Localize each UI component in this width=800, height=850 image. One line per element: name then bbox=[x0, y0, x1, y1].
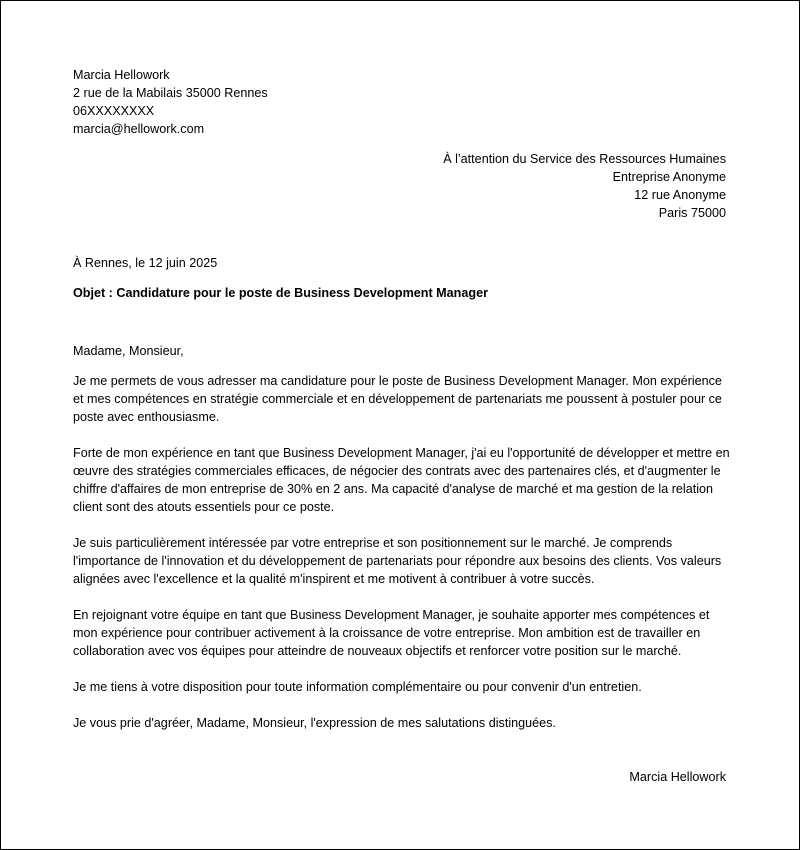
sender-email: marcia@hellowork.com bbox=[73, 122, 205, 136]
letter-salutation: Madame, Monsieur, bbox=[73, 344, 184, 358]
recipient-company: Entreprise Anonyme bbox=[612, 170, 726, 184]
sender-block bbox=[73, 66, 473, 138]
letter-paragraph: En rejoignant votre équipe en tant que Business Development Manager, je souhaite apporter mes compétences et mon expérience pour contribuer activement à la croissance de votre entreprise. Mon ambition est de travailler en collaboration avec vos équipes pour atteindre de nouveaux objectifs et renforcer votre position sur le marché. bbox=[73, 608, 710, 658]
sender-phone: 06XXXXXXXX bbox=[73, 104, 155, 118]
recipient-attention: À l’attention du Service des Ressources Humaines bbox=[443, 152, 726, 166]
letter-signature: Marcia Hellowork bbox=[629, 770, 726, 784]
letter-subject: Objet : Candidature pour le poste de Business Development Manager bbox=[73, 286, 488, 300]
letter-paragraph: Je suis particulièrement intéressée par votre entreprise et son positionnement sur le marché. Je comprends l'importance de l'innovation et du développement de partenariats pour répondre aux besoins des clients. Vos valeurs alignées avec l'excellence et la qualité m'inspirent et me motivent à contribuer à votre succès. bbox=[73, 536, 722, 586]
recipient-street: 12 rue Anonyme bbox=[634, 188, 726, 202]
letter-paragraph: Je me permets de vous adresser ma candidature pour le poste de Business Development Manager. Mon expérience et mes compétences en stratégie commerciale et en développement de partenariats me poussent à postuler pour ce poste avec enthousiasme. bbox=[73, 374, 722, 424]
recipient-block bbox=[286, 150, 726, 222]
sender-name: Marcia Hellowork bbox=[73, 68, 170, 82]
letter-date: À Rennes, le 12 juin 2025 bbox=[73, 256, 218, 270]
sender-address: 2 rue de la Mabilais 35000 Rennes bbox=[73, 86, 268, 100]
recipient-city: Paris 75000 bbox=[658, 206, 726, 220]
letter-paragraph: Je me tiens à votre disposition pour toute information complémentaire ou pour convenir d'un entretien. bbox=[73, 680, 642, 694]
letter-closing: Je vous prie d'agréer, Madame, Monsieur, l'expression de mes salutations distinguées. bbox=[73, 716, 556, 730]
letter-paragraph: Forte de mon expérience en tant que Business Development Manager, j'ai eu l'opportunité de développer et mettre en œuvre des stratégies commerciales efficaces, de négocier des contrats avec des partenaires clés, et d'augmenter le chiffre d'affaires de mon entreprise de 30% en 2 ans. Ma capacité d'analyse de marché et ma gestion de la relation client sont des atouts essentiels pour ce poste. bbox=[73, 446, 730, 514]
